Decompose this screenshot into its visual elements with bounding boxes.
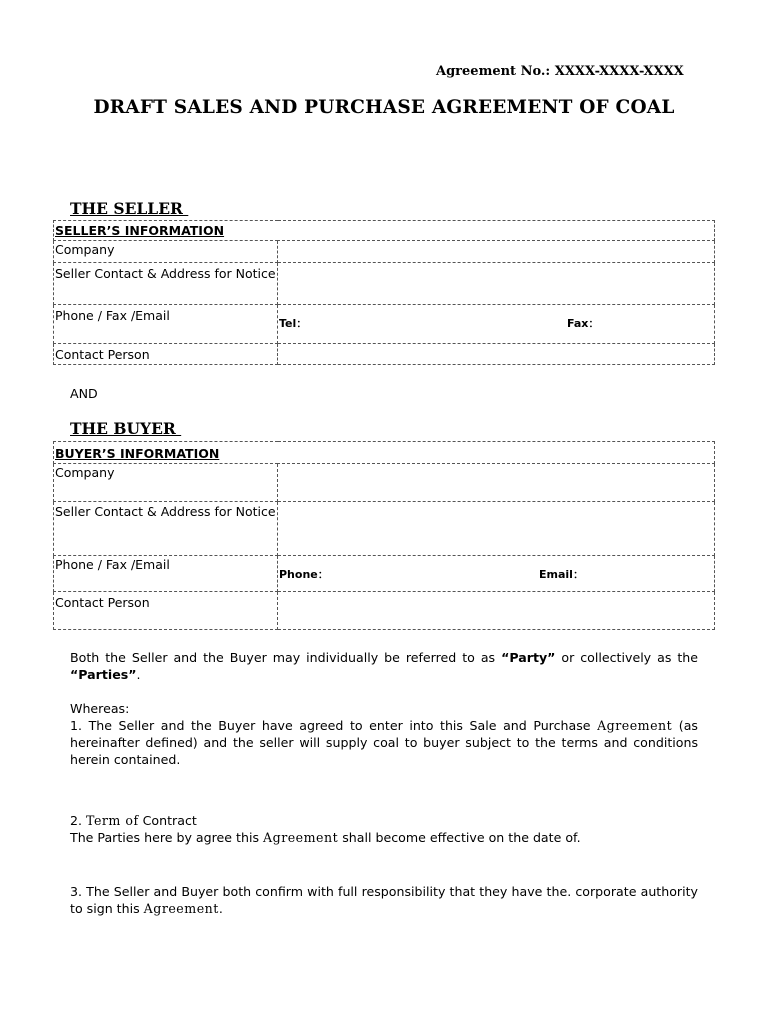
parties-text-1: Both the Seller and the Buyer may individually be referred to as <box>70 650 502 665</box>
seller-phone-fax-email-label: Phone / Fax /Email <box>54 305 278 344</box>
clause-2-title-rest: Contract <box>138 813 197 828</box>
parties-text-2: or collectively as the <box>555 650 699 665</box>
seller-contact-person-label: Contact Person <box>54 344 278 365</box>
document-title: DRAFT SALES AND PURCHASE AGREEMENT OF COAL <box>93 97 675 118</box>
clause-1 <box>70 717 698 768</box>
parties-text-3: . <box>136 667 141 682</box>
buyer-phone-fax-email-label: Phone / Fax /Email <box>54 556 278 592</box>
clause-2-text-2: shall become effective on the date of. <box>338 830 581 845</box>
buyer-contact-person-label: Contact Person <box>54 592 278 630</box>
buyer-contact-person-field[interactable] <box>278 592 715 630</box>
buyer-table-header: BUYER’S INFORMATION <box>54 442 715 464</box>
clause-3 <box>70 883 698 917</box>
clause-2-text-1: The Parties here by agree this <box>70 830 264 845</box>
seller-contact-person-field[interactable] <box>278 344 715 365</box>
whereas-label: Whereas: <box>70 701 130 716</box>
clause-3-text-1: 3. The Seller and Buyer both confirm with full responsibility that they have the. corporate authority to sign this <box>70 884 698 916</box>
seller-contact-address-label: Seller Contact & Address for Notice <box>54 263 278 305</box>
clause-2-number: 2. <box>70 813 87 828</box>
clause-2-agreement-word: Agreement <box>263 830 339 845</box>
party-term: “Party” <box>501 650 556 665</box>
seller-company-field[interactable] <box>278 241 715 263</box>
clause-2-title <box>70 812 197 829</box>
buyer-phone-email-field[interactable] <box>278 556 715 592</box>
seller-company-label: Company <box>54 241 278 263</box>
buyer-contact-address-label: Seller Contact & Address for Notice <box>54 502 278 556</box>
clause-1-text-2: (as hereinafter defined) and the seller will supply coal to buyer subject to the terms and conditions herein contained. <box>70 718 698 767</box>
buyer-company-field[interactable] <box>278 464 715 502</box>
buyer-company-label: Company <box>54 464 278 502</box>
buyer-contact-address-field[interactable] <box>278 502 715 556</box>
parties-term: “Parties” <box>70 667 137 682</box>
clause-1-text-1: 1. The Seller and the Buyer have agreed to enter into this Sale and Purchase <box>70 718 598 733</box>
clause-3-text-2: . <box>218 901 223 916</box>
buyer-email-label: Email： <box>539 568 584 581</box>
and-text: AND <box>70 386 98 401</box>
seller-fax-label: Fax： <box>567 317 600 330</box>
clause-2-title-serif: Term of <box>86 813 139 828</box>
seller-tel-label: Tel： <box>279 317 308 330</box>
buyer-info-table <box>53 441 715 630</box>
clause-1-agreement-word: Agreement <box>597 718 673 733</box>
seller-phone-fax-email-field[interactable] <box>278 305 715 344</box>
seller-contact-address-field[interactable] <box>278 263 715 305</box>
clause-2-text <box>70 829 581 846</box>
buyer-heading: THE BUYER <box>70 419 182 438</box>
agreement-number: Agreement No.: XXXX-XXXX-XXXX <box>436 64 684 79</box>
parties-paragraph <box>70 649 698 683</box>
seller-table-header: SELLER’S INFORMATION <box>54 221 715 241</box>
seller-heading: THE SELLER <box>70 199 189 218</box>
seller-info-table <box>53 220 715 365</box>
clause-3-agreement-word: Agreement <box>143 901 219 916</box>
buyer-phone-label: Phone： <box>279 568 329 581</box>
